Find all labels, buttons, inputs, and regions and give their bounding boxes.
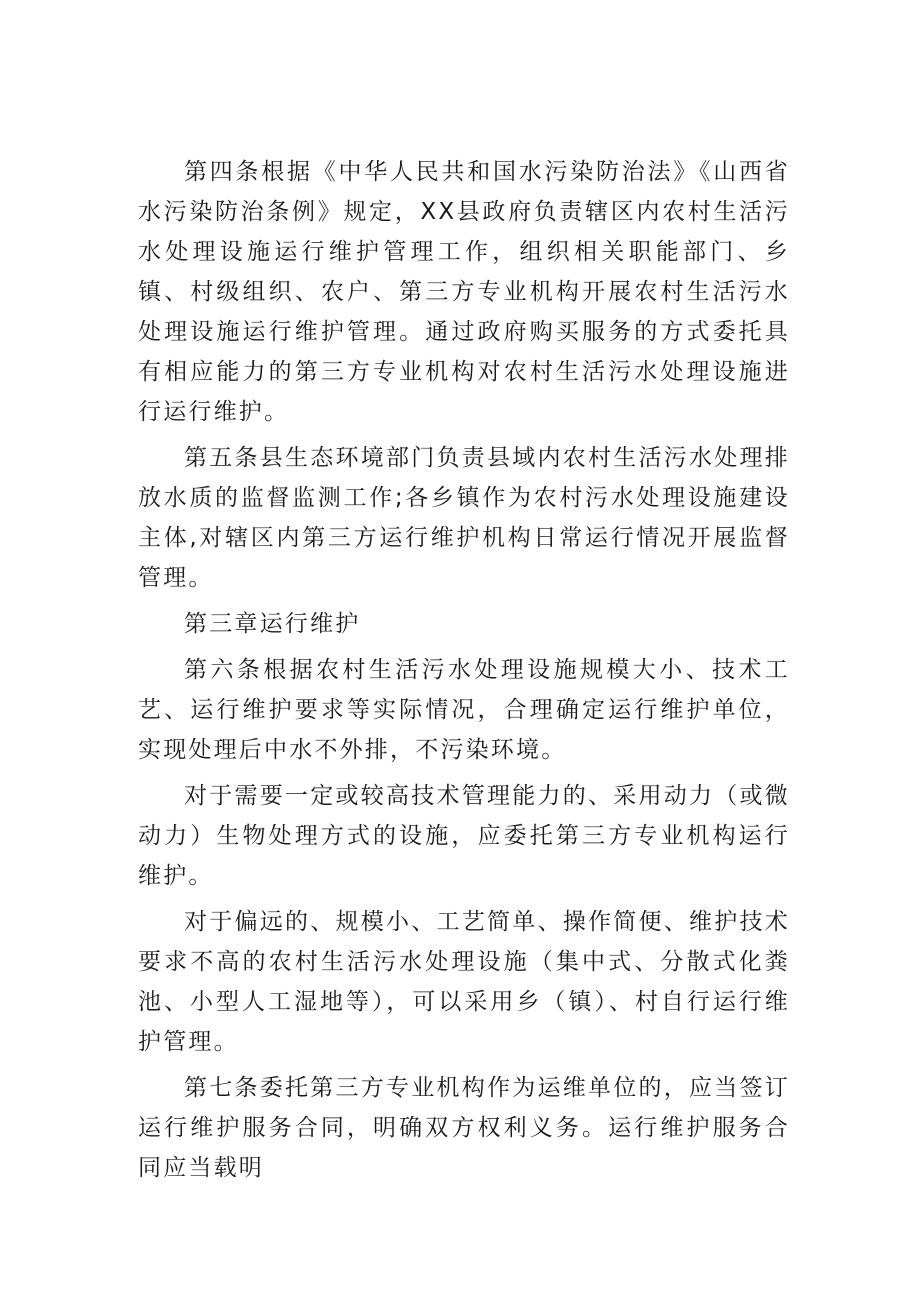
small-facilities-paragraph: 对于偏远的、规模小、工艺简单、操作简便、维护技术要求不高的农村生活污水处理设施（集中式、分散式化粪池、小型人工湿地等），可以采用乡（镇）、村自行运行维护管理。 [138, 909, 790, 1055]
article-5-paragraph: 第五条县生态环境部门负责县域内农村生活污水处理排放水质的监督监测工作;各乡镇作为农村污水处理设施建设主体,对辖区内第三方运行维护机构日常运行情况开展监督管理。 [138, 445, 790, 591]
article-4-paragraph: 第四条根据《中华人民共和国水污染防治法》《山西省水污染防治条例》规定，XX县政府负责辖区内农村生活污水处理设施运行维护管理工作，组织相关职能部门、乡镇、村级组织、农户、第三方专业机构开展农村生活污水处理设施运行维护管理。通过政府购买服务的方式委托具有相应能力的第三方专业机构对农村生活污水处理设施进行运行维护。 [138, 159, 790, 425]
document-body [138, 152, 790, 1194]
chapter-3-heading: 第三章运行维护 [184, 611, 361, 637]
powered-treatment-paragraph: 对于需要一定或较高技术管理能力的、采用动力（或微动力）生物处理方式的设施，应委托第三方专业机构运行维护。 [138, 783, 790, 889]
article-7-paragraph: 第七条委托第三方专业机构作为运维单位的，应当签订运行维护服务合同，明确双方权利义务。运行维护服务合同应当载明 [138, 1075, 790, 1181]
article-6-paragraph: 第六条根据农村生活污水处理设施规模大小、技术工艺、运行维护要求等实际情况，合理确定运行维护单位，实现处理后中水不外排，不污染环境。 [138, 657, 790, 763]
